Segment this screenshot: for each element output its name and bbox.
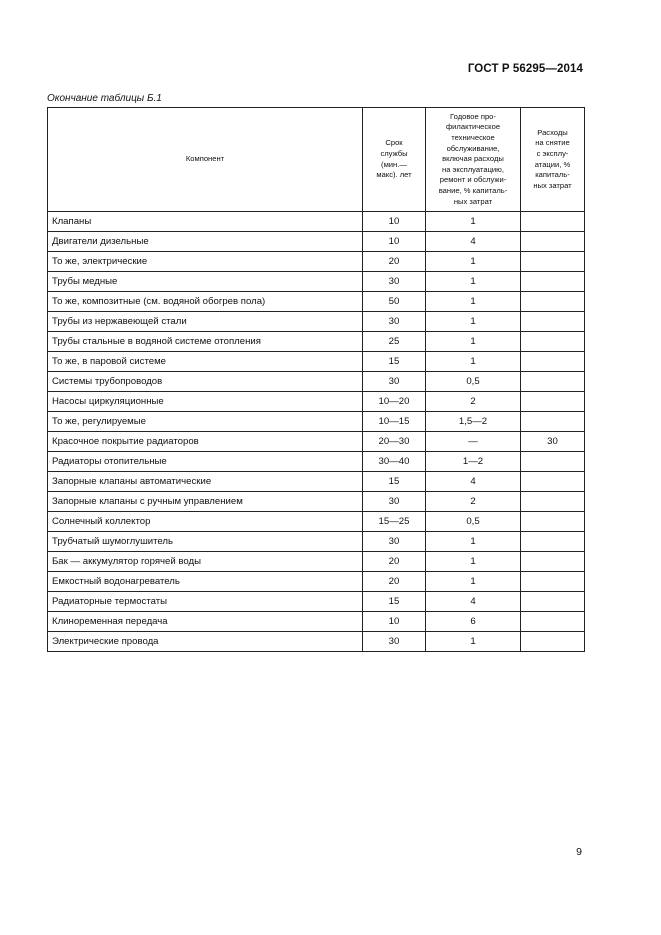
- table-row: [48, 232, 585, 252]
- components-table: [47, 107, 585, 652]
- column-header-line: ных затрат: [533, 180, 572, 190]
- cell-service-life: 10: [363, 232, 426, 252]
- cell-service-life: 10—20: [363, 392, 426, 412]
- table-row: [48, 272, 585, 292]
- column-header-line: капиталь-: [535, 170, 570, 180]
- column-header-line: обслуживание,: [446, 143, 500, 153]
- column-header-line: Срок: [385, 138, 403, 148]
- column-header-line: атации, %: [534, 159, 571, 169]
- cell-component: Запорные клапаны автоматические: [48, 472, 363, 492]
- column-header-line: Годовое про-: [450, 111, 496, 121]
- column-header-line: ремонт и обслужи-: [439, 175, 507, 185]
- cell-service-life: 30: [363, 492, 426, 512]
- column-header-line: включая расходы: [442, 154, 504, 164]
- cell-service-life: 30: [363, 532, 426, 552]
- cell-component: Радиаторные термостаты: [48, 592, 363, 612]
- cell-component: Клапаны: [48, 212, 363, 232]
- cell-component: Насосы циркуляционные: [48, 392, 363, 412]
- table-row: [48, 452, 585, 472]
- column-header-line: службы: [380, 148, 408, 158]
- cell-annual-maintenance: 0,5: [426, 512, 521, 532]
- table-row: [48, 432, 585, 452]
- cell-annual-maintenance: —: [426, 432, 521, 452]
- cell-decommissioning: [521, 612, 585, 632]
- cell-decommissioning: [521, 472, 585, 492]
- cell-service-life: 10: [363, 612, 426, 632]
- cell-decommissioning: [521, 272, 585, 292]
- cell-component: Солнечный коллектор: [48, 512, 363, 532]
- cell-decommissioning: [521, 412, 585, 432]
- table-row: [48, 352, 585, 372]
- table-row: [48, 372, 585, 392]
- cell-annual-maintenance: 2: [426, 492, 521, 512]
- cell-component: Радиаторы отопительные: [48, 452, 363, 472]
- column-header-line: Расходы: [537, 127, 568, 137]
- cell-decommissioning: [521, 252, 585, 272]
- cell-service-life: 30: [363, 372, 426, 392]
- table-caption: Окончание таблицы Б.1: [47, 93, 162, 104]
- cell-decommissioning: [521, 372, 585, 392]
- cell-service-life: 25: [363, 332, 426, 352]
- cell-annual-maintenance: 1: [426, 532, 521, 552]
- cell-component: Бак — аккумулятор горячей воды: [48, 552, 363, 572]
- table-row: [48, 212, 585, 232]
- cell-component: Электрические провода: [48, 632, 363, 652]
- cell-service-life: 10—15: [363, 412, 426, 432]
- column-header-line: с эксплу-: [536, 148, 569, 158]
- column-header-line: на снятие: [535, 138, 570, 148]
- column-header-line: на эксплуатацию,: [442, 164, 504, 174]
- cell-service-life: 30: [363, 312, 426, 332]
- table-header-row: [48, 108, 585, 212]
- cell-service-life: 30—40: [363, 452, 426, 472]
- column-header-line: (мин.—: [381, 159, 407, 169]
- cell-component: То же, в паровой системе: [48, 352, 363, 372]
- cell-annual-maintenance: 4: [426, 472, 521, 492]
- cell-annual-maintenance: 1: [426, 212, 521, 232]
- cell-annual-maintenance: 4: [426, 592, 521, 612]
- cell-service-life: 30: [363, 272, 426, 292]
- cell-decommissioning: [521, 552, 585, 572]
- table-row: [48, 472, 585, 492]
- cell-annual-maintenance: 1: [426, 332, 521, 352]
- cell-component: Системы трубопроводов: [48, 372, 363, 392]
- cell-decommissioning: 30: [521, 432, 585, 452]
- cell-service-life: 15—25: [363, 512, 426, 532]
- cell-annual-maintenance: 1: [426, 272, 521, 292]
- column-header-line: Компонент: [185, 154, 225, 164]
- cell-decommissioning: [521, 312, 585, 332]
- cell-service-life: 50: [363, 292, 426, 312]
- cell-service-life: 20: [363, 252, 426, 272]
- table-row: [48, 632, 585, 652]
- cell-component: Трубы стальные в водяной системе отопления: [48, 332, 363, 352]
- table-row: [48, 312, 585, 332]
- cell-annual-maintenance: 6: [426, 612, 521, 632]
- table-body: [48, 212, 585, 652]
- table-row: [48, 392, 585, 412]
- cell-service-life: 30: [363, 632, 426, 652]
- cell-component: Емкостный водонагреватель: [48, 572, 363, 592]
- column-header-service-life: [363, 108, 426, 212]
- cell-service-life: 20—30: [363, 432, 426, 452]
- table-row: [48, 572, 585, 592]
- cell-service-life: 10: [363, 212, 426, 232]
- cell-decommissioning: [521, 632, 585, 652]
- column-header-annual-maintenance: [426, 108, 521, 212]
- cell-component: Трубы из нержавеющей стали: [48, 312, 363, 332]
- table-row: [48, 412, 585, 432]
- cell-decommissioning: [521, 532, 585, 552]
- cell-decommissioning: [521, 592, 585, 612]
- table-row: [48, 492, 585, 512]
- table-row: [48, 332, 585, 352]
- table-row: [48, 612, 585, 632]
- page-number: 9: [576, 846, 582, 858]
- cell-decommissioning: [521, 232, 585, 252]
- table-row: [48, 252, 585, 272]
- cell-decommissioning: [521, 572, 585, 592]
- cell-annual-maintenance: 1: [426, 572, 521, 592]
- cell-component: Трубы медные: [48, 272, 363, 292]
- cell-annual-maintenance: 1: [426, 312, 521, 332]
- column-header-line: филактическое: [445, 122, 501, 132]
- cell-decommissioning: [521, 452, 585, 472]
- table-row: [48, 292, 585, 312]
- cell-service-life: 20: [363, 572, 426, 592]
- cell-annual-maintenance: 1: [426, 632, 521, 652]
- cell-decommissioning: [521, 212, 585, 232]
- cell-service-life: 15: [363, 352, 426, 372]
- cell-service-life: 20: [363, 552, 426, 572]
- cell-decommissioning: [521, 352, 585, 372]
- cell-service-life: 15: [363, 472, 426, 492]
- cell-annual-maintenance: 1: [426, 552, 521, 572]
- cell-decommissioning: [521, 492, 585, 512]
- cell-annual-maintenance: 1—2: [426, 452, 521, 472]
- cell-decommissioning: [521, 292, 585, 312]
- cell-component: То же, регулируемые: [48, 412, 363, 432]
- table-row: [48, 512, 585, 532]
- cell-decommissioning: [521, 512, 585, 532]
- table-row: [48, 552, 585, 572]
- document-code: ГОСТ Р 56295—2014: [467, 63, 583, 75]
- column-header-decommissioning: [521, 108, 585, 212]
- column-header-line: макс). лет: [376, 170, 412, 180]
- cell-component: То же, композитные (см. водяной обогрев пола): [48, 292, 363, 312]
- cell-annual-maintenance: 1: [426, 252, 521, 272]
- cell-decommissioning: [521, 332, 585, 352]
- cell-component: Клиноременная передача: [48, 612, 363, 632]
- cell-annual-maintenance: 1: [426, 352, 521, 372]
- cell-annual-maintenance: 1: [426, 292, 521, 312]
- column-header-line: ных затрат: [453, 196, 493, 206]
- cell-annual-maintenance: 2: [426, 392, 521, 412]
- cell-service-life: 15: [363, 592, 426, 612]
- column-header-component: [48, 108, 363, 212]
- table-row: [48, 532, 585, 552]
- column-header-line: техническое: [451, 133, 495, 143]
- table-row: [48, 592, 585, 612]
- column-header-line: вание, % капиталь-: [438, 185, 508, 195]
- cell-component: Красочное покрытие радиаторов: [48, 432, 363, 452]
- cell-annual-maintenance: 4: [426, 232, 521, 252]
- cell-annual-maintenance: 0,5: [426, 372, 521, 392]
- cell-component: То же, электрические: [48, 252, 363, 272]
- cell-decommissioning: [521, 392, 585, 412]
- cell-component: Трубчатый шумоглушитель: [48, 532, 363, 552]
- cell-annual-maintenance: 1,5—2: [426, 412, 521, 432]
- cell-component: Запорные клапаны с ручным управлением: [48, 492, 363, 512]
- cell-component: Двигатели дизельные: [48, 232, 363, 252]
